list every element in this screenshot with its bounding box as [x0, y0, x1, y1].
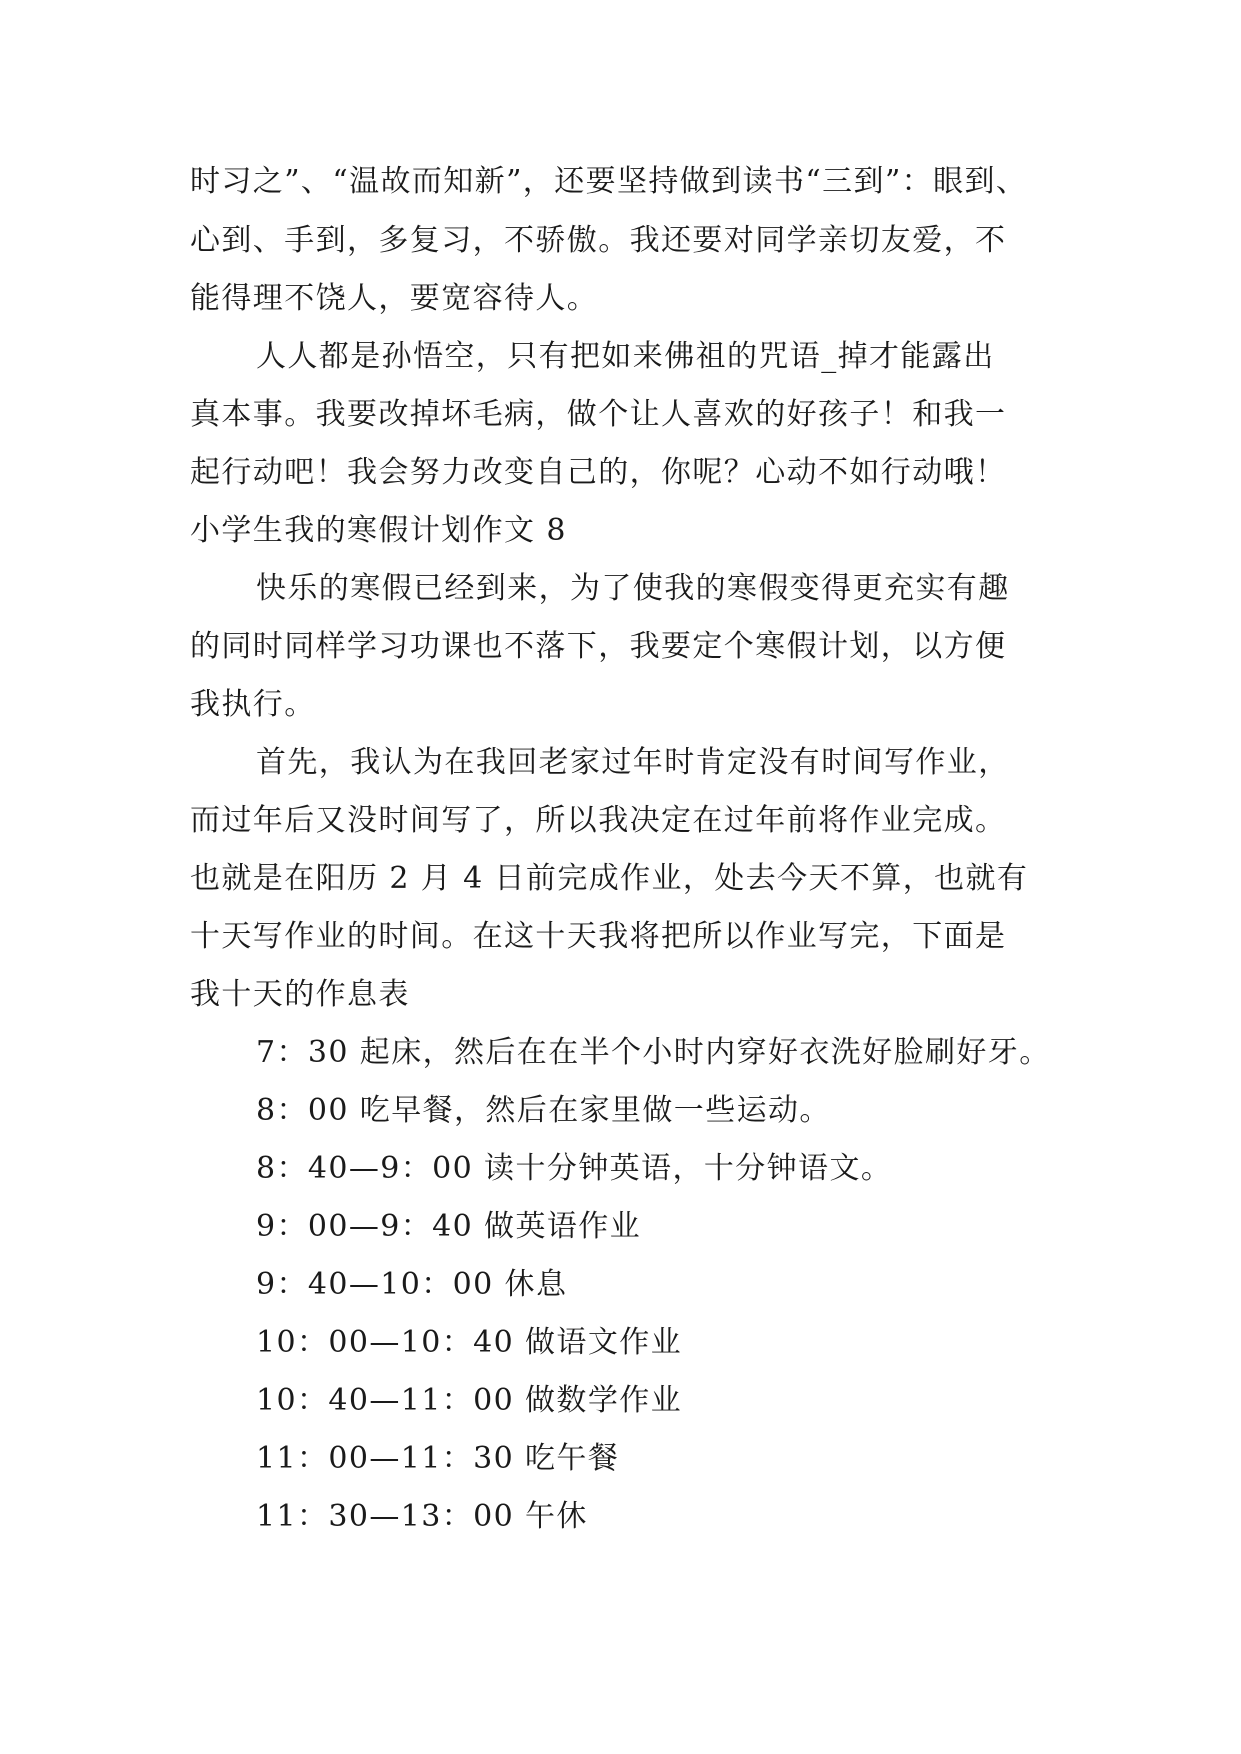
paragraph-start-line: 首先，我认为在我回老家过年时肯定没有时间写作业，	[256, 745, 1010, 780]
text-line: 而过年后又没时间写了，所以我决定在过年前将作业完成。	[190, 803, 1007, 838]
text-line: 我执行。	[190, 687, 316, 722]
text-line: 的同时同样学习功课也不落下，我要定个寒假计划，以方便	[190, 629, 1007, 664]
schedule-item: 11：30—13：00 午休	[256, 1499, 588, 1534]
schedule-item: 9：00—9：40 做英语作业	[256, 1209, 642, 1244]
schedule-item: 8：00 吃早餐，然后在家里做一些运动。	[256, 1093, 831, 1128]
text-line: 也就是在阳历 2 月 4 日前完成作业，处去今天不算，也就有	[190, 861, 1029, 896]
schedule-item: 7：30 起床，然后在在半个小时内穿好衣洗好脸刷好牙。	[256, 1035, 1051, 1070]
section-heading: 小学生我的寒假计划作文 8	[190, 513, 567, 548]
text-line: 能得理不饶人，要宽容待人。	[190, 281, 599, 316]
text-line: 时习之”、“温故而知新”，还要坚持做到读书“三到”：眼到、	[190, 164, 1028, 199]
schedule-item: 11：00—11：30 吃午餐	[256, 1441, 620, 1476]
schedule-item: 8：40—9：00 读十分钟英语，十分钟语文。	[256, 1151, 893, 1186]
paragraph-start-line: 快乐的寒假已经到来，为了使我的寒假变得更充实有趣	[256, 571, 1010, 606]
text-line: 真本事。我要改掉坏毛病，做个让人喜欢的好孩子！和我一	[190, 397, 1007, 432]
schedule-item: 9：40—10：00 休息	[256, 1267, 568, 1302]
text-line: 起行动吧！我会努力改变自己的，你呢？心动不如行动哦！	[190, 455, 1007, 490]
schedule-item: 10：00—10：40 做语文作业	[256, 1325, 683, 1360]
paragraph-start-line: 人人都是孙悟空，只有把如来佛祖的咒语_掉才能露出	[256, 339, 995, 374]
text-line: 十天写作业的时间。在这十天我将把所以作业写完，下面是	[190, 919, 1007, 954]
schedule-item: 10：40—11：00 做数学作业	[256, 1383, 683, 1418]
text-line: 我十天的作息表	[190, 977, 410, 1012]
text-line: 心到、手到，多复习，不骄傲。我还要对同学亲切友爱，不	[190, 223, 1007, 258]
